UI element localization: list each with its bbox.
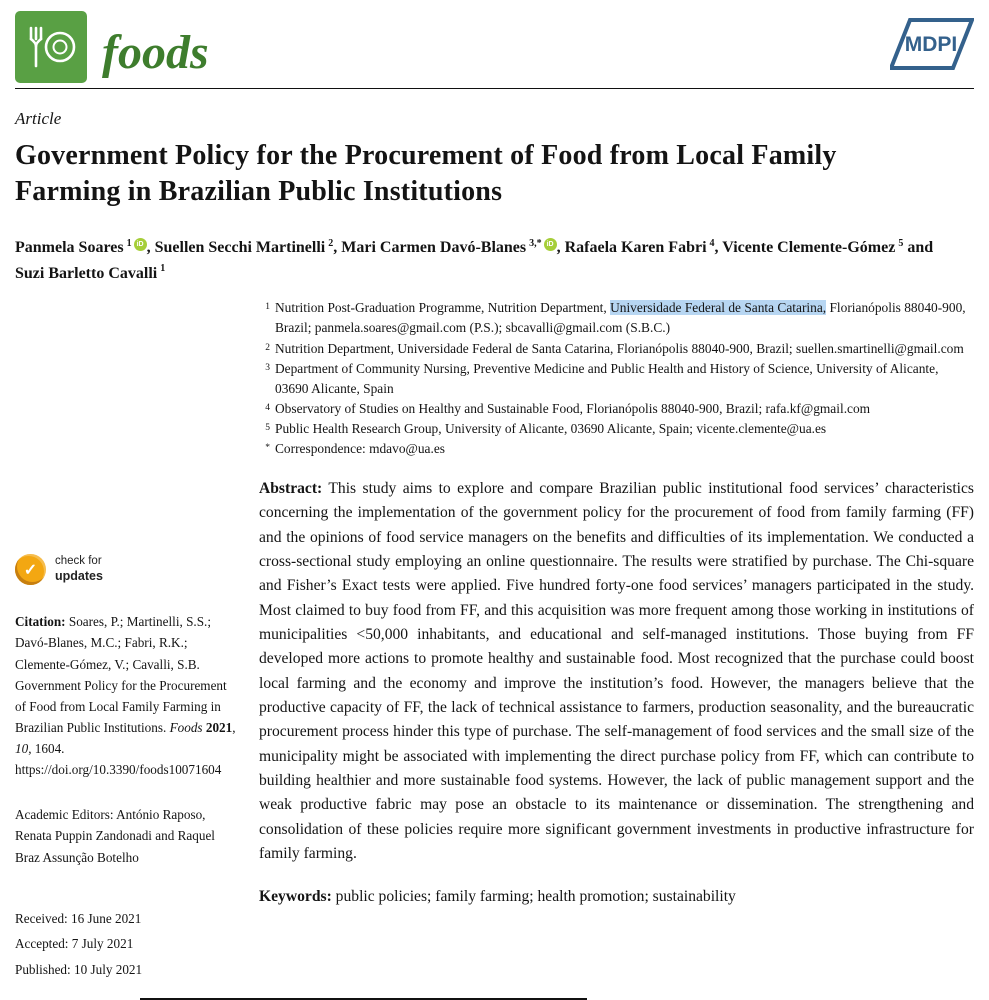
affiliation-text: Department of Community Nursing, Preventive Medicine and Public Health and History of Science, University of Alicante, 03690 Alicante, Spain — [275, 360, 939, 396]
journal-brand-link[interactable] — [15, 11, 209, 83]
keywords: Keywords: public policies; family farming; health promotion; sustainability — [259, 888, 736, 906]
citation-label: Citation: — [15, 614, 66, 630]
affiliation-text: Correspondence: mdavo@ua.es — [275, 441, 445, 457]
affiliation-item — [259, 419, 974, 439]
affiliation-sup: 1 — [126, 237, 132, 249]
page-title: Government Policy for the Procurement of Food from Local Family Farming in Brazilian Public Institutions — [15, 140, 837, 207]
journal-header — [15, 0, 974, 83]
affiliation-text: Public Health Research Group, University of Alicante, 03690 Alicante, Spain; vicente.clemente@ua.es — [275, 420, 827, 436]
affiliation-list — [259, 298, 974, 459]
header-divider — [15, 88, 974, 89]
accepted-date: Accepted: 7 July 2021 — [15, 936, 134, 952]
affiliation-item — [259, 399, 974, 419]
foods-logo-icon — [15, 11, 87, 83]
author: Rafaela Karen Fabri $^4$, — [564, 237, 723, 257]
affiliation-marker: 1 — [265, 302, 270, 313]
main-column — [245, 298, 974, 983]
affiliation-item — [259, 298, 974, 338]
affiliation-marker: * — [265, 443, 270, 454]
citation-block: Citation: Soares, P.; Martinelli, S.S.; Davó-Blanes, M.C.; Fabri, R.K.; Clemente-Gómez, V.; Cavalli, S.B. Government Policy for the Procurement of Food from Local Family Farming in Brazilian Public Institutions. Foods 2021, 10, 1604. https://doi.org/10.3390/foods10071604 — [15, 614, 236, 778]
affiliation-marker: 5 — [265, 422, 270, 433]
affiliation-marker: 4 — [265, 402, 270, 413]
selection-highlight: Universidade Federal de Santa Catarina, — [610, 300, 827, 316]
affiliation-text: Nutrition Post-Graduation Programme, Nutrition Department, Universidade Federal de Santa Catarina, Florianópolis 88040-900, Brazil; panmela.soares@gmail.com (P.S.); sbcavalli@gmail.com (S.B.C.) — [275, 300, 966, 336]
orcid-icon[interactable]: iD — [544, 238, 557, 251]
mdpi-logo[interactable] — [890, 15, 974, 78]
author: Vicente Clemente-Gómez $^5$ and — [722, 237, 934, 257]
affiliation-item — [259, 439, 974, 459]
author: Panmela Soares $^1$ iD , — [15, 237, 155, 257]
affiliation-sup: 3,* — [529, 237, 542, 249]
mdpi-wordmark: MDPI — [904, 33, 958, 56]
abstract-label: Abstract: — [259, 480, 323, 498]
affiliation-sup: 2 — [328, 237, 334, 249]
affiliation-text: Nutrition Department, Universidade Federal de Santa Catarina, Florianópolis 88040-900, Brazil; suellen.smartinelli@gmail.com — [275, 340, 964, 356]
doi-link[interactable]: https://doi.org/10.3390/foods10071604 — [15, 762, 222, 778]
academic-editors-block: Academic Editors: António Raposo, Renata Puppin Zandonadi and Raquel Braz Assunção Botelho — [15, 807, 215, 865]
affiliation-sup: 1 — [160, 263, 166, 275]
published-date: Published: 10 July 2021 — [15, 962, 143, 978]
body-columns — [15, 298, 974, 983]
affiliation-text: Observatory of Studies on Healthy and Sustainable Food, Florianópolis 88040-900, Brazil; rafa.kf@gmail.com — [275, 400, 871, 416]
check-for-updates-label: check for updates — [55, 555, 103, 584]
affiliation-item — [259, 339, 974, 359]
affiliation-marker: 3 — [265, 362, 270, 373]
article-type-label: Article — [15, 109, 62, 128]
affiliation-item — [259, 359, 974, 399]
sidebar — [15, 298, 245, 983]
affiliation-sup: 5 — [898, 237, 904, 249]
author-list — [15, 235, 955, 286]
orcid-icon[interactable]: iD — [134, 238, 147, 251]
abstract: Abstract: This study aims to explore and compare Brazilian public institutional food services’ characteristics concerning the implementation of the government policy for the procurement of food from family farming (FF) and the opinions of food service managers on the benefits and difficulties of its implementation. We conducted a cross-sectional study employing an online questionnaire. The results were stratified by purchase. The Chi-square and Fisher’s Exact tests were applied. Five hundred forty-one food services’ managers participated in the study. Most claimed to buy food from FF, and this acquisition was more frequent among those working in institutions of municipalities <50,000 inhabitants, and educational and self-managed institutions. Those buying from FF developed more actions to promote healthy and sustainable food. Most recognized that the purchase could boost local farming and the economy and improve the institution’s food. However, the managers believe that the productive capacity of FF, the lack of technical assistance to farmers, production seasonality, and the bureaucratic procurement process hinder this type of purchase. The self-management of food services and the small size of the municipality might be associated with implementing the direct purchase policy from FF, which can contribute to building healthier and more sustainable food systems. However, the lack of public management support and the weak productive fabric may pose an obstacle to its maintenance or dissemination. The strengthening and consolidation of these policies require more significant government investments in productive infrastructure for family farming. — [259, 480, 974, 862]
check-for-updates-badge[interactable] — [15, 554, 103, 585]
affiliation-marker: 2 — [265, 342, 270, 353]
author: Mari Carmen Davó-Blanes $^{3,*}$ iD , — [341, 237, 565, 257]
article-dates — [15, 906, 239, 983]
received-date: Received: 16 June 2021 — [15, 910, 142, 926]
academic-editors-label: Academic Editors: — [15, 807, 114, 823]
affiliation-sup: 4 — [709, 237, 715, 249]
keywords-label: Keywords: — [259, 888, 332, 906]
checkmark-icon: ✓ — [15, 554, 46, 585]
author: Suellen Secchi Martinelli $^2$, — [154, 237, 342, 257]
author: Suzi Barletto Cavalli $^1$ — [15, 263, 166, 282]
journal-name: foods — [102, 26, 209, 79]
